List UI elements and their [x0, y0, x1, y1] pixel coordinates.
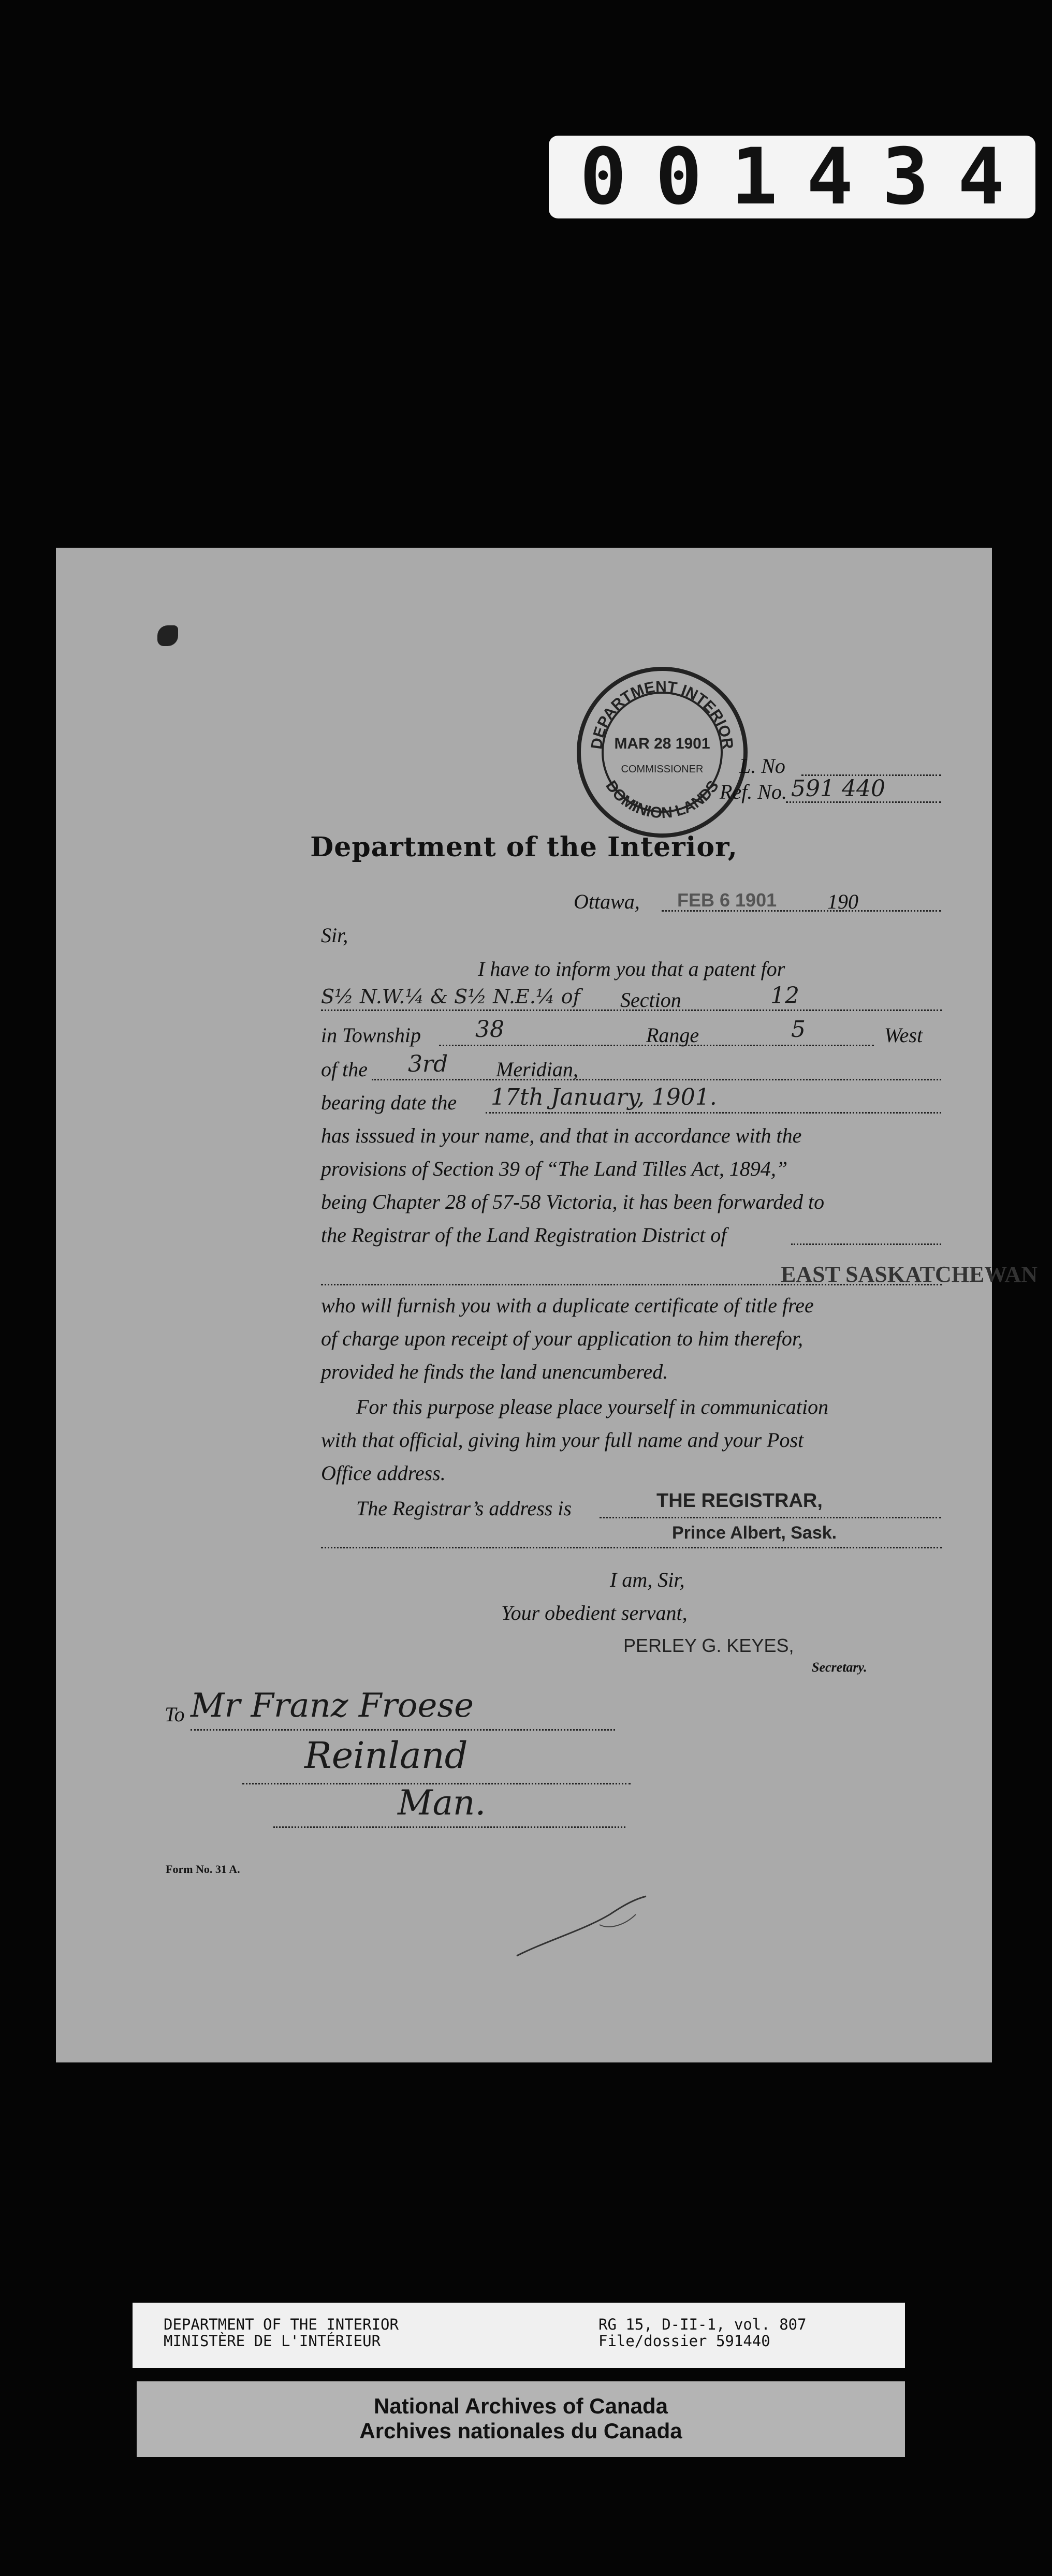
bearing-value: 17th January, 1901.: [491, 1084, 717, 1110]
west-label: West: [884, 1023, 923, 1047]
of-the-label: of the: [321, 1058, 368, 1081]
to-label: To: [165, 1703, 185, 1726]
frame-digit: 1: [730, 132, 778, 222]
archival-label: [133, 2303, 905, 2368]
range-value: 5: [791, 1016, 806, 1043]
registrar-label: The Registrar’s address is: [356, 1497, 572, 1520]
department-fr: MINISTÈRE DE L'INTÉRIEUR: [164, 2332, 381, 2350]
dominion-lands-seal: [577, 667, 748, 838]
body-line: being Chapter 28 of 57-58 Victoria, it has been forwarded to: [321, 1190, 825, 1213]
ref-no-label: Ref. No.: [720, 780, 787, 803]
meridian-value: 3rd: [408, 1051, 448, 1077]
range-label: Range: [646, 1023, 699, 1047]
land-description: S½ N.W.¼ & S½ N.E.¼ of: [321, 985, 580, 1008]
addressee-name: Mr Franz Froese: [191, 1687, 474, 1725]
department-en: DEPARTMENT OF THE INTERIOR: [164, 2316, 399, 2333]
record-group: RG 15, D-II-1, vol. 807: [598, 2316, 807, 2333]
intro-line: I have to inform you that a patent for: [478, 957, 785, 980]
archive-name-fr: Archives nationales du Canada: [359, 2419, 682, 2443]
frame-digit: 0: [579, 132, 627, 222]
closing-1: I am, Sir,: [610, 1568, 685, 1591]
document-page: [56, 548, 1038, 2062]
seal-top-text: DEPARTMENT INTERIOR: [588, 678, 737, 751]
body-line: with that official, giving him your full name and your Post: [321, 1428, 804, 1452]
registrar-line-2: [321, 1547, 942, 1548]
district-stamp: EAST SASKATCHEWAN: [781, 1262, 1038, 1287]
body-line: the Registrar of the Land Registration District of: [321, 1223, 727, 1247]
date-line: [662, 910, 941, 912]
registrar-stamp-1: THE REGISTRAR,: [656, 1490, 823, 1512]
addressee-town: Reinland: [304, 1734, 468, 1777]
registrar-line-1: [600, 1517, 941, 1518]
ink-blot: [157, 625, 178, 646]
archive-name-en: National Archives of Canada: [374, 2394, 668, 2418]
description-line: [321, 1009, 942, 1011]
signatory-title: Secretary.: [812, 1660, 867, 1675]
body-line: has isssued in your name, and that in accordance with the: [321, 1124, 802, 1147]
ref-no-line: [786, 801, 941, 803]
svg-text:DOMINION LANDS: [602, 778, 722, 822]
signatory: PERLEY G. KEYES,: [623, 1635, 794, 1656]
addressee-line-1: [191, 1729, 615, 1731]
body-line: provided he finds the land unencumbered.: [321, 1360, 668, 1383]
meridian-label: Meridian,: [496, 1058, 578, 1081]
archive-banner: [137, 2381, 905, 2457]
form-number: Form No. 31 A.: [166, 1863, 240, 1876]
district-line-2: [321, 1284, 942, 1285]
ottawa-label: Ottawa,: [574, 890, 640, 913]
township-line: [439, 1045, 874, 1046]
addressee-prov: Man.: [398, 1783, 486, 1823]
body-line: Office address.: [321, 1461, 446, 1485]
archival-label-left: [164, 2316, 399, 2349]
l-no-label: L. No: [739, 754, 785, 778]
seal-text-svg: [581, 671, 743, 833]
ref-no-value: 591 440: [791, 775, 885, 802]
bearing-label: bearing date the: [321, 1091, 457, 1114]
registrar-stamp-2: Prince Albert, Sask.: [672, 1523, 837, 1543]
frame-digit: 3: [882, 132, 929, 222]
frame-number: [549, 132, 1035, 222]
addressee-line-3: [273, 1826, 625, 1828]
district-line-1: [791, 1243, 941, 1245]
pencil-scribble: [506, 1894, 662, 1966]
section-label: Section: [620, 988, 681, 1012]
township-value: 38: [475, 1016, 504, 1043]
department-heading: Department of the Interior,: [310, 831, 738, 863]
meridian-line: [372, 1079, 941, 1080]
closing-2: Your obedient servant,: [501, 1601, 688, 1624]
archival-label-right: [598, 2316, 807, 2349]
frame-digit: 0: [655, 132, 703, 222]
salutation: Sir,: [321, 924, 348, 947]
seal-date: MAR 28 1901: [614, 735, 710, 752]
date-stamp: FEB 6 1901: [677, 889, 777, 911]
seal-middle: COMMISSIONER: [621, 764, 704, 775]
frame-digit: 4: [806, 132, 854, 222]
frame-digit: 4: [957, 132, 1005, 222]
body-line: provisions of Section 39 of “The Land Tilles Act, 1894,”: [321, 1157, 788, 1180]
body-line: For this purpose please place yourself in communication: [356, 1395, 829, 1418]
file-number: File/dossier 591440: [598, 2332, 770, 2350]
year-prefix: 190: [827, 890, 858, 913]
section-value: 12: [770, 983, 799, 1009]
body-line: who will furnish you with a duplicate certificate of title free: [321, 1294, 814, 1317]
seal-bottom-text: DOMINION LANDS: [602, 778, 722, 822]
body-line: of charge upon receipt of your application to him therefor,: [321, 1327, 803, 1350]
bearing-line: [486, 1112, 941, 1114]
township-label: in Township: [321, 1023, 421, 1047]
